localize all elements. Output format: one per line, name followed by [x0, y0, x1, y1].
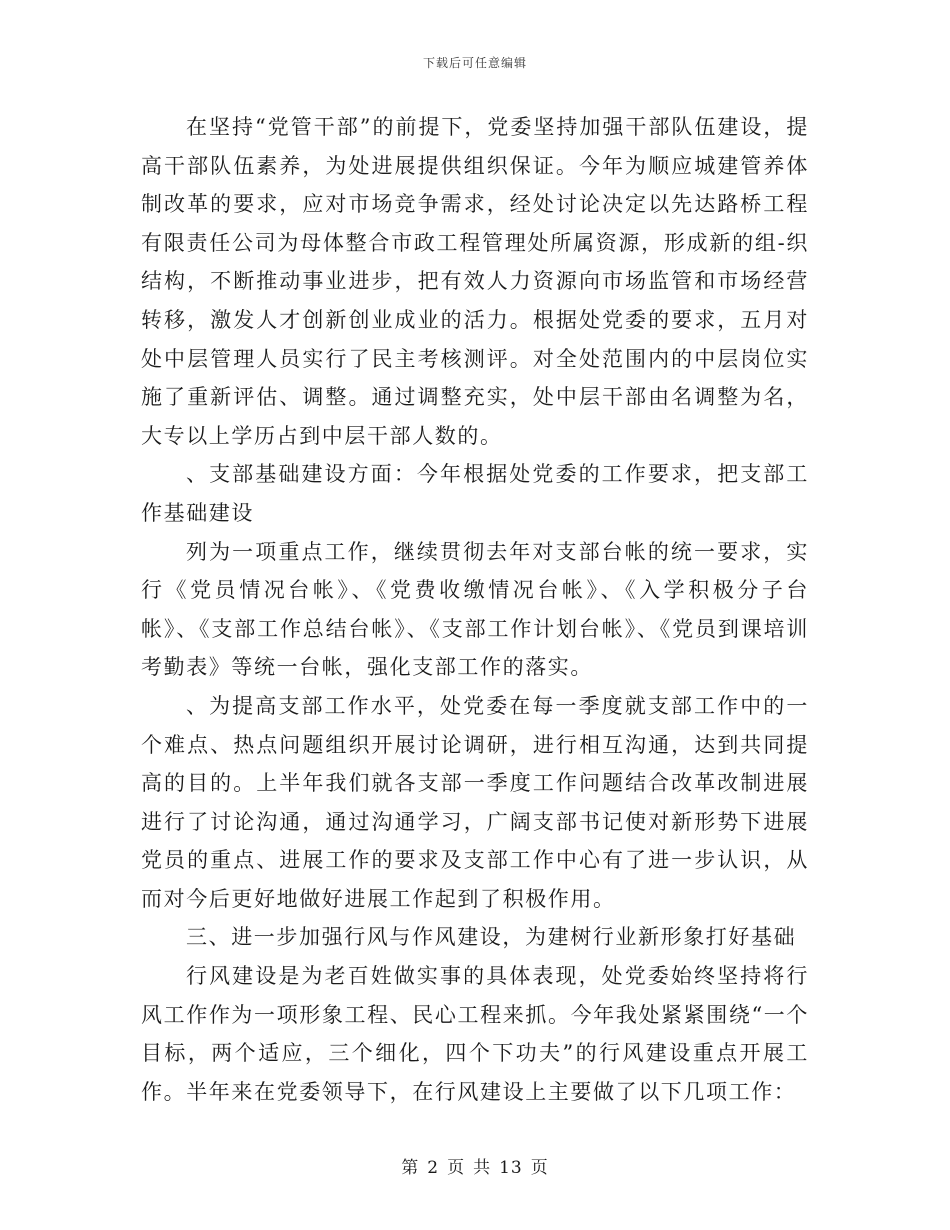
- page-header: 下载后可任意编辑: [422, 56, 527, 70]
- page-suffix: 页: [530, 1158, 549, 1178]
- section-heading-three: 三、进一步加强行风与作风建设，为建树行业新形象打好基础: [186, 925, 797, 950]
- document-body: [141, 108, 809, 1111]
- paragraph-branch-basics: 、支部基础建设方面：今年根据处党委的工作要求，把支部工作基础建设: [141, 462, 809, 525]
- page-prefix: 第: [401, 1158, 420, 1178]
- current-page: 2: [427, 1158, 440, 1178]
- total-pages: 13: [499, 1158, 523, 1178]
- page-word: 页: [447, 1158, 466, 1178]
- total-word: 共: [473, 1158, 492, 1178]
- paragraph-cadre-team: 在坚持“党管干部”的前提下，党委坚持加强干部队伍建设，提高干部队伍素养，为处进展提供组织保证。今年为顺应城建管养体制改革的要求，应对市场竞争需求，经处讨论决定以先达路桥工程有限责任公司为母体整合市政工程管理处所属资源，形成新的组-织结构，不断推动事业进步，把有效人力资源向市场监管和市场经营转移，激发人才创新创业成业的活力。根据处党委的要求，五月对处中层管理人员实行了民主考核测评。对全处范围内的中层岗位实施了重新评估、调整。通过调整充实，处中层干部由名调整为名，大专以上学历占到中层干部人数的。: [141, 115, 809, 448]
- page-number: [0, 1153, 950, 1178]
- paragraph-branch-ledgers: 列为一项重点工作，继续贯彻去年对支部台帐的统一要求，实行《党员情况台帐》、《党费收缴情况台帐》、《入学积极分子台帐》、《支部工作总结台帐》、《支部工作计划台帐》、《党员到课培训考勤表》等统一台帐，强化支部工作的落实。: [141, 539, 809, 680]
- paragraph-conduct: 行风建设是为老百姓做实事的具体表现，处党委始终坚持将行风工作作为一项形象工程、民心工程来抓。今年我处紧紧围绕“一个目标，两个适应，三个细化，四个下功夫”的行风建设重点开展工作。半年来在党委领导下，在行风建设上主要做了以下几项工作：: [141, 964, 809, 1104]
- paragraph-branch-level: 、为提高支部工作水平，处党委在每一季度就支部工作中的一个难点、热点问题组织开展讨论调研，进行相互沟通，达到共同提高的目的。上半年我们就各支部一季度工作问题结合改革改制进展进行了讨论沟通，通过沟通学习，广阔支部书记使对新形势下进展党员的重点、进展工作的要求及支部工作中心有了进一步认识，从而对今后更好地做好进展工作起到了积极作用。: [141, 693, 809, 911]
